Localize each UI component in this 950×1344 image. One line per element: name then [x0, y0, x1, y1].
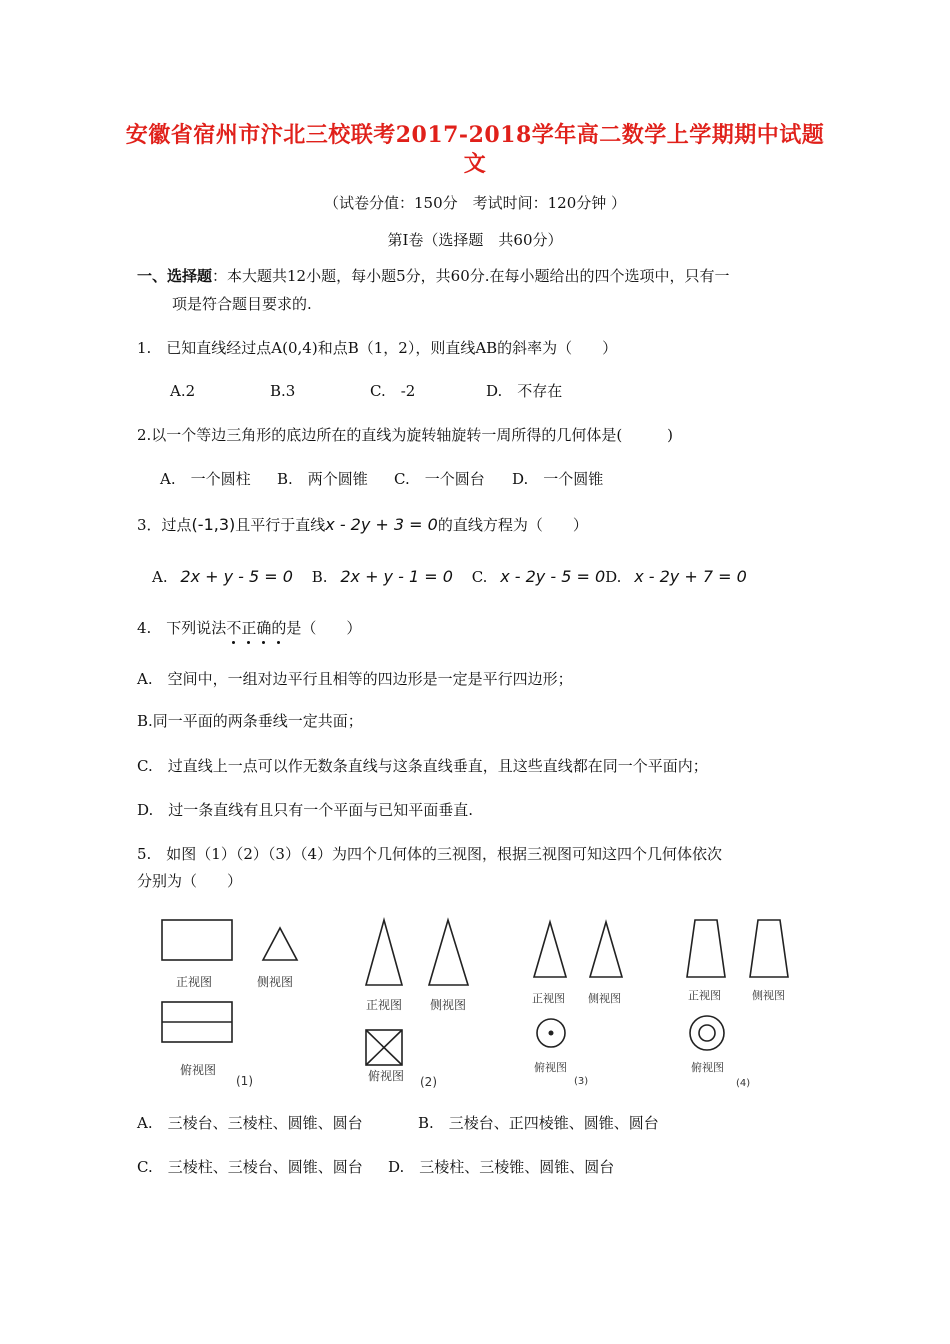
- fig1-front-label: 正视图: [176, 975, 213, 989]
- q4-emph-char: 确: [256, 619, 272, 637]
- q3-option-c-eq: x - 2y - 5 = 0: [500, 567, 606, 586]
- q4-stem-pre: 4. 下列说法: [137, 619, 227, 637]
- q5-option-b: B. 三棱台、正四棱锥、圆锥、圆台: [418, 1114, 659, 1132]
- section1-instructions: [137, 266, 730, 286]
- q3-option-b-eq: 2x + y - 1 = 0: [340, 567, 453, 586]
- fig2-top-label: 俯视图: [368, 1069, 405, 1083]
- fig3-top-center-dot: [549, 1031, 554, 1036]
- q1-option-a: A.2: [170, 382, 196, 400]
- q2-option-c: C. 一个圆台: [394, 470, 485, 488]
- fig3-front-label: 正视图: [532, 992, 565, 1005]
- q3-stem-pre: 3．过点: [137, 516, 192, 534]
- q1-option-d: D. 不存在: [486, 382, 563, 400]
- q5-stem-line2: 分别为（ ）: [137, 872, 243, 890]
- page-title-line1: 安徽省宿州市汴北三校联考2017-2018学年高二数学上学期期中试题: [125, 122, 825, 148]
- fig4-side-trapezoid: [750, 920, 788, 977]
- fig2-front-triangle: [366, 920, 402, 985]
- part1-header: 第Ⅰ卷（选择题 共60分）: [387, 231, 563, 249]
- q1-option-c: C. -2: [370, 382, 416, 400]
- q2-option-b: B. 两个圆锥: [277, 470, 368, 488]
- q3-option-d-label: D.: [605, 568, 622, 586]
- fig2-side-triangle: [429, 920, 468, 985]
- q3-option-a-eq: 2x + y - 5 = 0: [180, 567, 293, 586]
- section1-label: 一、选择题: [137, 267, 213, 285]
- q3-option-a-label: A.: [152, 568, 168, 586]
- q3-option-c-label: C.: [471, 568, 488, 586]
- section1-text1: ：本大题共12小题，每小题5分，共60分.在每小题给出的四个选项中，只有一: [212, 267, 730, 285]
- q3-stem-post: 的直线方程为（ ）: [437, 516, 588, 534]
- q4-stem-post: 是（ ）: [286, 619, 362, 637]
- fig1-top-label: 俯视图: [180, 1063, 217, 1077]
- section1-text2: 项是符合题目要求的.: [172, 295, 312, 313]
- q4-option-a: A. 空间中，一组对边平行且相等的四边形是一定是平行四边形；: [137, 670, 573, 688]
- fig3-side-label: 侧视图: [588, 992, 621, 1005]
- q3-option-d-eq: x - 2y + 7 = 0: [634, 567, 747, 586]
- fig4-side-label: 侧视图: [752, 989, 785, 1002]
- fig1-side-label: 侧视图: [257, 975, 294, 989]
- fig1-side-triangle: [263, 928, 297, 960]
- q3-stem-mid: 且平行于直线: [235, 516, 326, 534]
- q4-option-b: B.同一平面的两条垂线一定共面；: [137, 712, 363, 730]
- fig3-front-triangle: [534, 922, 566, 977]
- q4-option-c: C. 过直线上一点可以作无数条直线与这条直线垂直，且这些直线都在同一个平面内；: [137, 757, 708, 775]
- q4-option-d: D. 过一条直线有且只有一个平面与已知平面垂直.: [137, 801, 474, 819]
- q1-option-b: B.3: [270, 382, 296, 400]
- page-title-line2: 文: [463, 151, 487, 177]
- fig2-side-label: 侧视图: [430, 998, 467, 1012]
- fig4-top-label: 俯视图: [691, 1061, 724, 1074]
- q1-stem: 1. 已知直线经过点A(0,4)和点B（1，2），则直线AB的斜率为（ ）: [137, 339, 618, 357]
- fig1-front-rect: [162, 920, 232, 960]
- q3-option-b-label: B.: [311, 568, 328, 586]
- q3-point: (-1,3): [191, 515, 236, 534]
- q4-stem: [137, 618, 361, 638]
- q3-options: [152, 567, 747, 587]
- fig2-number: (2): [420, 1075, 437, 1089]
- q2-option-a: A. 一个圆柱: [160, 470, 251, 488]
- fig4-front-label: 正视图: [688, 989, 721, 1002]
- q2-option-d: D. 一个圆锥: [512, 470, 604, 488]
- q4-emph-char: 的: [271, 619, 287, 637]
- fig2-front-label: 正视图: [366, 998, 403, 1012]
- q4-emph-char: 正: [241, 619, 257, 637]
- fig4-front-trapezoid: [687, 920, 725, 977]
- q5-option-c: C. 三棱柱、三棱台、圆锥、圆台: [137, 1158, 363, 1176]
- fig3-top-label: 俯视图: [534, 1061, 567, 1074]
- q3-stem: [137, 515, 588, 535]
- three-view-figures: [140, 905, 820, 1100]
- fig4-top-inner-circle: [699, 1025, 715, 1041]
- q5-option-d: D. 三棱柱、三棱锥、圆锥、圆台: [388, 1158, 615, 1176]
- fig1-number: (1): [236, 1074, 253, 1088]
- exam-info: （试卷分值：150分 考试时间：120分钟 ）: [323, 194, 627, 212]
- q4-emph-char: 不: [226, 619, 242, 637]
- fig3-side-triangle: [590, 922, 622, 977]
- fig4-top-outer-circle: [690, 1016, 724, 1050]
- fig4-number: (4): [736, 1078, 751, 1089]
- q2-stem: 2.以一个等边三角形的底边所在的直线为旋转轴旋转一周所得的几何体是( ): [137, 426, 674, 444]
- fig3-number: (3): [574, 1076, 589, 1087]
- q5-stem-line1: 5. 如图（1）（2）（3）（4）为四个几何体的三视图，根据三视图可知这四个几何体依次: [137, 845, 722, 863]
- q5-option-a: A. 三棱台、三棱柱、圆锥、圆台: [137, 1114, 363, 1132]
- q3-line-equation: x - 2y + 3 = 0: [325, 515, 438, 534]
